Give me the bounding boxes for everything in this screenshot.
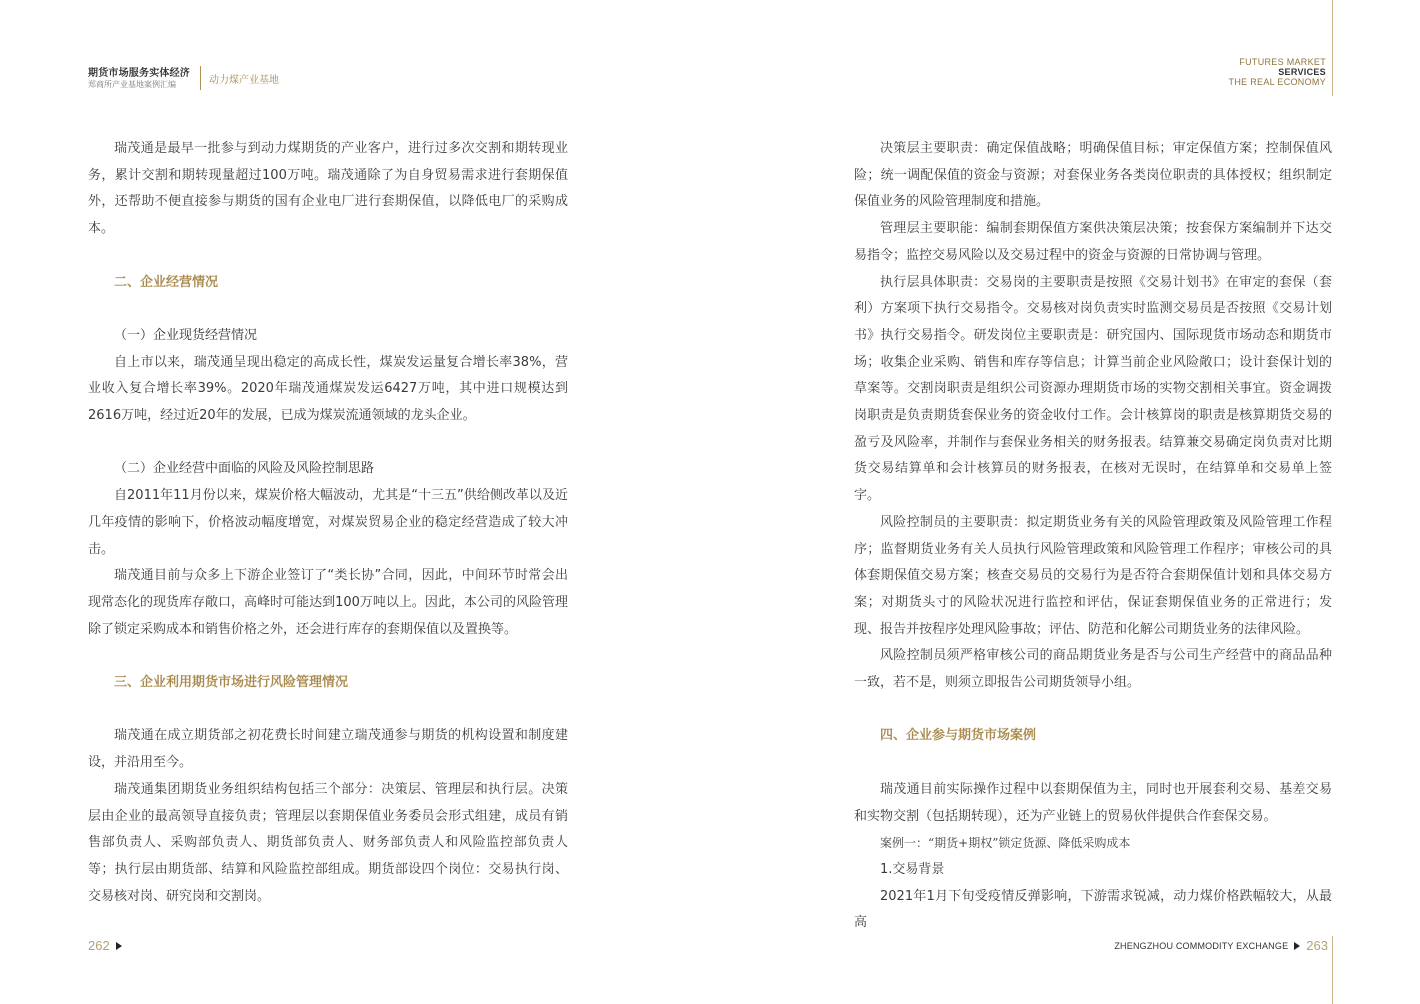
right-page-number: 263 (1306, 938, 1328, 953)
right-margin-rule-top (1332, 0, 1333, 96)
paragraph: 自上市以来，瑞茂通呈现出稳定的高成长性，煤炭发运量复合增长率38%，营业收入复合增长率39%。2020年瑞茂通煤炭发运6427万吨，其中进口规模达到2616万吨，经过近20年的发展，已成为煤炭流通领域的龙头企业。 (88, 354, 568, 423)
paragraph: 2021年1月下旬受疫情反弹影响，下游需求锐减，动力煤价格跌幅较大，从最高 (854, 888, 1332, 931)
right-page-body (854, 136, 1332, 937)
section-heading: 二、企业经营情况 (114, 274, 219, 290)
paragraph: 管理层主要职能：编制套期保值方案供决策层决策；按套保方案编制并下达交易指令；监控交易风险以及交易过程中的资金与资源的日常协调与管理。 (854, 221, 1332, 263)
right-running-header (1229, 57, 1326, 87)
spacer (88, 643, 568, 670)
section-heading: 三、企业利用期货市场进行风险管理情况 (114, 675, 349, 690)
case-title: 案例一：“期货+期权”锁定货源、降低采购成本 (880, 836, 1131, 851)
triangle-right-icon (1294, 942, 1300, 950)
section-heading: 四、企业参与期货市场案例 (880, 728, 1037, 744)
header-title: 期货市场服务实体经济 (88, 67, 190, 79)
left-footer (88, 938, 128, 953)
header-en-line1: FUTURES MARKET (1239, 57, 1326, 67)
paragraph: 风险控制员的主要职责：拟定期货业务有关的风险管理政策及风险管理工作程序；监督期货业务有关人员执行风险管理政策和风险管理工作程序；审核公司的具体套期保值交易方案；核查交易员的交易行为是否符合套期保值计划和具体交易方案；对期货头寸的风险状况进行监控和评估，保证套期保值业务的正常进行；发现、报告并按程序处理风险事故；评估、防范和化解公司期货业务的法律风险。 (854, 514, 1332, 637)
spacer (88, 697, 568, 724)
paragraph: 瑞茂通集团期货业务组织结构包括三个部分：决策层、管理层和执行层。决策层由企业的最高领导直接负责；管理层以套期保值业务委员会形式组建，成员有销售部负责人、采购部负责人、期货部负责人、财务部负责人和风险监控部负责人等；执行层由期货部、结算和风险监控部组成。期货部设四个岗位：交易执行岗、交易核对岗、研究岗和交割岗。 (88, 781, 568, 904)
spacer (88, 296, 568, 323)
paragraph: 执行层具体职责：交易岗的主要职责是按照《交易计划书》在审定的套保（套利）方案项下执行交易指令。交易核对岗负责实时监测交易员是否按照《交易计划书》执行交易指令。研发岗位主要职责是：研究国内、国际现货市场动态和期货市场；收集企业采购、销售和库存等信息；计算当前企业风险敞口；设计套保计划的草案等。交割岗职责是组织公司资源办理期货市场的实物交割相关事宜。资金调拨岗职责是负责期货套保业务的资金收付工作。会计核算岗的职责是核算期货交易的盈亏及风险率，并制作与套保业务相关的财务报表。结算兼交易确定岗负责对比期货交易结算单和会计核算员的财务报表，在核对无误时，在结算单和交易单上签字。 (854, 274, 1332, 504)
paragraph: 决策层主要职责：确定保值战略；明确保值目标；审定保值方案；控制保值风险；统一调配保值的资金与资源；对套保业务各类岗位职责的具体授权；组织制定保值业务的风险管理制度和措施。 (854, 141, 1332, 210)
header-divider (200, 66, 201, 90)
footer-exchange-name: ZHENGZHOU COMMODITY EXCHANGE (1114, 940, 1289, 951)
header-titles (88, 67, 190, 90)
spacer (854, 697, 1332, 724)
spacer (88, 430, 568, 457)
right-margin-rule-bottom (1332, 936, 1333, 1004)
paragraph: 瑞茂通目前与众多上下游企业签订了“类长协”合同，因此，中间环节时常会出现常态化的现货库存敞口，高峰时可能达到100万吨以上。因此，本公司的风险管理除了锁定采购成本和销售价格之外，还会进行库存的套期保值以及置换等。 (88, 568, 568, 637)
left-running-header (88, 66, 279, 90)
paragraph: 瑞茂通目前实际操作过程中以套期保值为主，同时也开展套利交易、基差交易和实物交割（包括期转现），还为产业链上的贸易伙伴提供合作套保交易。 (854, 781, 1332, 824)
spacer (88, 243, 568, 270)
paragraph: 风险控制员须严格审核公司的商品期货业务是否与公司生产经营中的商品品种一致，若不是，则须立即报告公司期货领导小组。 (854, 648, 1332, 691)
header-en-line3: THE REAL ECONOMY (1228, 77, 1326, 87)
header-subtitle: 郑商所产业基地案例汇编 (88, 79, 176, 89)
right-footer (1114, 938, 1328, 953)
paragraph: 自2011年11月份以来，煤炭价格大幅波动，尤其是“十三五”供给侧改革以及近几年疫情的影响下，价格波动幅度增宽，对煤炭贸易企业的稳定经营造成了较大冲击。 (88, 488, 568, 557)
left-page-body (88, 136, 568, 910)
subsection-heading: （一）企业现货经营情况 (114, 327, 258, 343)
triangle-right-icon (116, 942, 122, 950)
paragraph: 瑞茂通是最早一批参与到动力煤期货的产业客户，进行过多次交割和期转现业务，累计交割和期转现量超过100万吨。瑞茂通除了为自身贸易需求进行套期保值外，还帮助不便直接参与期货的国有企业电厂进行套期保值，以降低电厂的采购成本。 (88, 141, 568, 237)
header-section: 动力煤产业基地 (209, 74, 279, 86)
subheading: 1.交易背景 (880, 861, 945, 877)
header-en-line2: SERVICES (1278, 67, 1326, 77)
paragraph: 瑞茂通在成立期货部之初花费长时间建立瑞茂通参与期货的机构设置和制度建设，并沿用至今。 (88, 728, 568, 771)
subsection-heading: （二）企业经营中面临的风险及风险控制思路 (114, 461, 375, 477)
left-page-number: 262 (88, 938, 110, 953)
spacer (854, 750, 1332, 777)
